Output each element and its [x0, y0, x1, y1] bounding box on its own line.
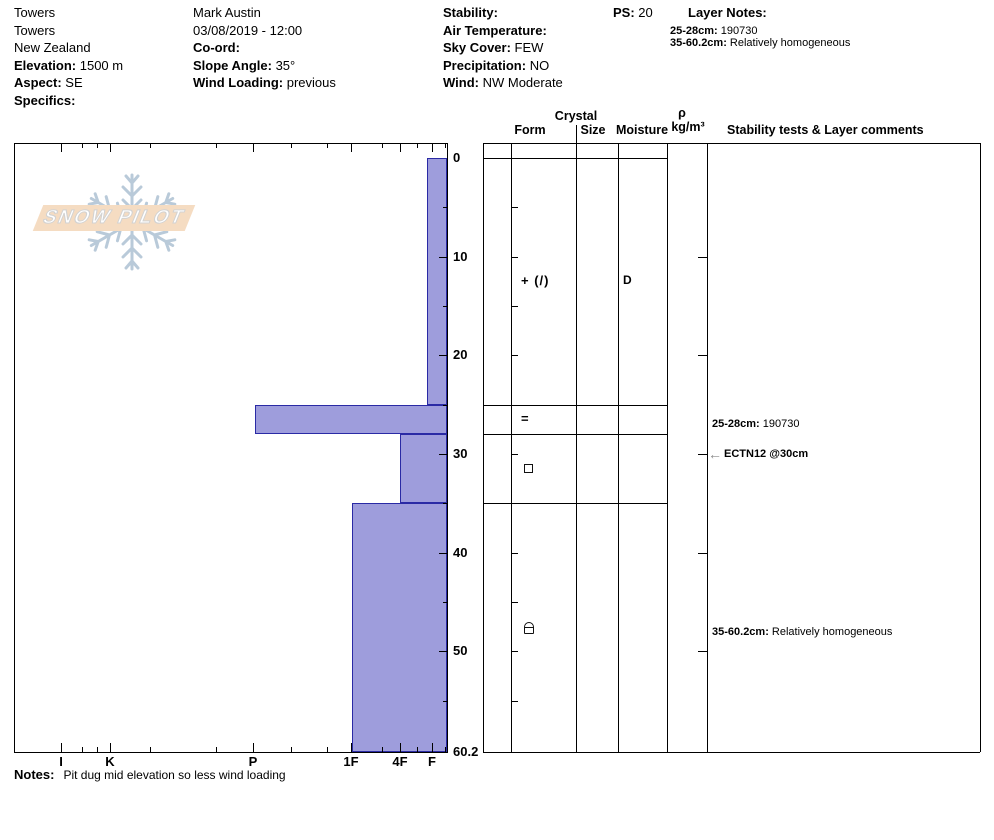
- form-column-depth-tick: [512, 701, 518, 702]
- hardness-major-tick: [110, 743, 111, 752]
- notes-text: Pit dug mid elevation so less wind loading: [63, 768, 286, 782]
- pit-header-col-conditions: [443, 4, 563, 92]
- depth-major-tick: [439, 454, 447, 455]
- hardness-minor-tick: [216, 747, 217, 752]
- pit-header-col-ps: [613, 4, 653, 22]
- hardness-major-tick: [432, 743, 433, 752]
- depth-major-tick: [439, 651, 447, 652]
- hardness-minor-tick: [291, 747, 292, 752]
- pit-header-line: Wind: NW Moderate: [443, 75, 563, 91]
- depth-axis-label-60.2: 60.2: [453, 744, 479, 759]
- pit-header-line: Sky Cover: FEW: [443, 40, 544, 56]
- pit-header-line: New Zealand: [14, 40, 91, 56]
- hardness-minor-tick: [382, 747, 383, 752]
- depth-minor-tick: [443, 602, 447, 603]
- hardness-minor-tick: [327, 747, 328, 752]
- hardness-major-tick: [61, 143, 62, 152]
- depth-minor-tick: [443, 207, 447, 208]
- layer-notes-block: [670, 4, 850, 50]
- notes-label: Notes:: [14, 767, 55, 782]
- form-column-depth-tick: [512, 306, 518, 307]
- hardness-major-tick: [253, 143, 254, 152]
- depth-minor-tick: [443, 405, 447, 406]
- table-column-line: [483, 143, 484, 752]
- hardness-axis-label-I: I: [59, 754, 63, 769]
- hardness-minor-tick: [97, 143, 98, 148]
- form-column-depth-tick: [512, 651, 518, 652]
- col-header-moisture: Moisture: [615, 123, 669, 137]
- hardness-minor-tick: [291, 143, 292, 148]
- hardness-minor-tick: [82, 143, 83, 148]
- table-top-border: [483, 143, 980, 144]
- col-header-size: Size: [580, 123, 606, 137]
- hardness-bar-layer-25-28: [255, 405, 447, 435]
- hardness-major-tick: [110, 143, 111, 152]
- layer-boundary-line-28cm: [483, 434, 667, 435]
- comments-column-depth-tick: [698, 454, 707, 455]
- snowpilot-logo-banner: [33, 205, 196, 231]
- stability-test-result: ECTN12 @30cm: [724, 448, 809, 460]
- table-column-line: [980, 143, 981, 752]
- pit-header-line: Towers: [14, 22, 56, 38]
- pit-header-line: Stability:: [443, 5, 498, 20]
- hardness-minor-tick: [445, 143, 446, 148]
- depth-axis-label-10: 10: [453, 248, 468, 264]
- form-column-depth-tick: [512, 257, 518, 258]
- col-header-comments: Stability tests & Layer comments: [727, 123, 924, 137]
- pit-header-col-location: [14, 4, 123, 110]
- hardness-minor-tick: [417, 747, 418, 752]
- col-header-density-symbol: ρ: [678, 106, 686, 120]
- form-column-depth-tick: [512, 207, 518, 208]
- hardness-major-tick: [400, 143, 401, 152]
- pit-header-line: Aspect: SE: [14, 75, 83, 91]
- depth-minor-tick: [443, 306, 447, 307]
- pit-header-line: Air Temperature:: [443, 22, 547, 38]
- hardness-major-tick: [253, 743, 254, 752]
- col-header-crystal: Crystal: [554, 109, 598, 123]
- pit-header-line: Co-ord:: [193, 40, 240, 56]
- crystal-form-symbol-rounded-facets: [524, 622, 534, 634]
- table-column-line: [576, 143, 577, 752]
- depth-minor-tick: [443, 701, 447, 702]
- depth-axis-label-20: 20: [453, 347, 468, 363]
- depth-major-tick: [439, 355, 447, 356]
- depth-major-tick: [439, 553, 447, 554]
- comments-column-depth-tick: [698, 257, 707, 258]
- moisture-value: D: [623, 273, 632, 288]
- pit-header-line: Specifics:: [14, 92, 76, 108]
- hardness-axis-label-K: K: [105, 754, 115, 769]
- depth-axis-label-30: 30: [453, 446, 468, 461]
- symbol-midbar: [525, 627, 533, 628]
- snowpilot-logo-text: SNOW PILOT: [39, 207, 189, 228]
- crystal-form-symbol-faceted: [524, 464, 533, 473]
- depth-axis-label-40: 40: [453, 544, 468, 560]
- crystal-header-divider: [576, 125, 577, 143]
- comments-column-depth-tick: [698, 651, 707, 652]
- depth-minor-tick: [443, 503, 447, 504]
- hardness-minor-tick: [445, 747, 446, 752]
- col-header-form: Form: [514, 123, 546, 137]
- pit-header-line: Precipitation: NO: [443, 57, 550, 73]
- layer-note-item: 25-28cm: 190730: [670, 24, 758, 37]
- pit-header-line: Wind Loading: previous: [193, 75, 336, 91]
- hardness-bar-layer-0-25: [427, 158, 447, 405]
- layer-boundary-line-35cm: [483, 503, 667, 504]
- form-column-depth-tick: [512, 454, 518, 455]
- form-column-depth-tick: [512, 405, 518, 406]
- layer-boundary-line-25cm: [483, 405, 667, 406]
- hardness-minor-tick: [327, 143, 328, 148]
- layer-boundary-line-0cm: [483, 158, 667, 159]
- form-column-depth-tick: [512, 503, 518, 504]
- table-bottom-border: [483, 752, 980, 753]
- hardness-major-tick: [351, 143, 352, 152]
- hardness-minor-tick: [150, 143, 151, 148]
- form-column-depth-tick: [512, 355, 518, 356]
- depth-major-tick: [439, 257, 447, 258]
- layer-comment: 35-60.2cm: Relatively homogeneous: [712, 625, 893, 638]
- hardness-axis-label-1F: 1F: [343, 754, 359, 769]
- hardness-major-tick: [61, 743, 62, 752]
- table-column-line: [667, 143, 668, 752]
- pit-notes: [14, 766, 286, 784]
- layer-note-item: 35-60.2cm: Relatively homogeneous: [670, 37, 851, 50]
- hardness-minor-tick: [82, 747, 83, 752]
- depth-axis-label-50: 50: [453, 643, 468, 659]
- hardness-minor-tick: [417, 143, 418, 148]
- comments-column-depth-tick: [698, 553, 707, 554]
- depth-axis-label-0: 0: [453, 150, 461, 165]
- layer-notes-title: Layer Notes:: [688, 5, 767, 20]
- hardness-bar-layer-35-60.2: [352, 503, 447, 752]
- table-column-line: [511, 143, 512, 752]
- hardness-minor-tick: [216, 143, 217, 148]
- form-column-depth-tick: [512, 602, 518, 603]
- hardness-axis-label-4F: 4F: [392, 754, 408, 769]
- hardness-minor-tick: [97, 747, 98, 752]
- hardness-minor-tick: [382, 143, 383, 148]
- pit-header-line: Slope Angle: 35°: [193, 57, 296, 73]
- pit-header-line: PS: 20: [613, 5, 653, 20]
- crystal-form-symbol: + (/): [521, 273, 550, 289]
- hardness-axis-label-P: P: [248, 754, 258, 769]
- comments-column-depth-tick: [698, 355, 707, 356]
- hardness-major-tick: [432, 143, 433, 152]
- hardness-major-tick: [351, 743, 352, 752]
- snowpilot-logo: [30, 165, 210, 285]
- layer-comment: 25-28cm: 190730: [712, 418, 800, 431]
- pit-header-line: Elevation: 1500 m: [14, 57, 124, 73]
- hardness-major-tick: [400, 743, 401, 752]
- pit-header-line: 03/08/2019 - 12:00: [193, 22, 303, 38]
- col-header-density-unit: kg/m³: [671, 120, 705, 134]
- hardness-axis-label-F: F: [428, 754, 436, 769]
- pit-header-line: Towers: [14, 5, 56, 20]
- pit-header-col-observer: [193, 4, 336, 92]
- pit-header-line: Mark Austin: [193, 5, 261, 20]
- crystal-form-symbol: =: [521, 411, 530, 427]
- form-column-depth-tick: [512, 553, 518, 554]
- hardness-bar-layer-28-35: [400, 434, 447, 503]
- table-column-line: [618, 143, 619, 752]
- test-depth-arrow-icon: ←: [708, 446, 722, 462]
- hardness-minor-tick: [150, 747, 151, 752]
